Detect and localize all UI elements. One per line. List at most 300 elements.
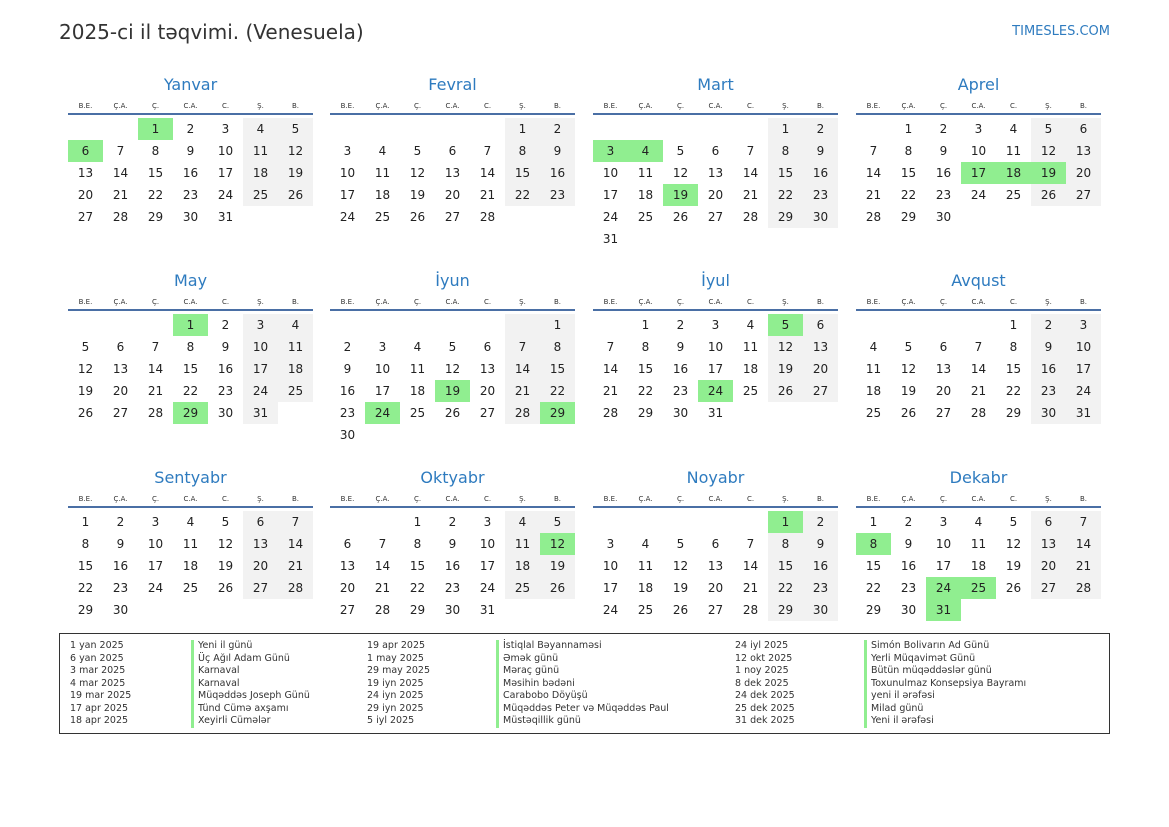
- day-cell: 7: [974, 340, 983, 354]
- empty-cell: [540, 599, 575, 621]
- day-cell: 29: [77, 603, 94, 617]
- month-10: [330, 468, 575, 621]
- holiday-name: Bütün müqəddəslər günü: [871, 665, 992, 676]
- month-name: Mart: [697, 75, 734, 94]
- day-cell: 6: [483, 340, 492, 354]
- weekday-label: B.E.: [603, 298, 618, 306]
- weekday-label: Ş.: [519, 495, 526, 503]
- day-cell: 13: [1066, 140, 1101, 162]
- holiday-name: Üç Ağıl Adam Günü: [198, 652, 290, 664]
- empty-cell: [663, 228, 698, 250]
- day-cell: 12: [540, 533, 575, 555]
- empty-cell: [470, 424, 505, 446]
- day-cell: 7: [151, 340, 160, 354]
- day-cell: 23: [803, 577, 838, 599]
- day-cell: 4: [628, 140, 663, 162]
- day-cell: 18: [243, 162, 278, 184]
- empty-cell: [505, 314, 540, 336]
- weekday-label: Ç.A.: [901, 298, 916, 306]
- month-name: Dekabr: [949, 468, 1008, 487]
- weekday-label: Ç.A.: [638, 102, 653, 110]
- day-cell: 11: [278, 336, 313, 358]
- day-cell: 2: [116, 515, 125, 529]
- day-cell: 9: [116, 537, 125, 551]
- empty-cell: [470, 314, 505, 336]
- weekday-header: [593, 492, 838, 508]
- day-cell: 1: [768, 118, 803, 140]
- empty-cell: [733, 118, 768, 140]
- day-cell: 29: [147, 210, 164, 224]
- day-cell: 9: [540, 140, 575, 162]
- day-cell: 17: [1066, 358, 1101, 380]
- day-cell: 26: [672, 603, 689, 617]
- day-cell: 10: [374, 362, 391, 376]
- day-cell: 10: [602, 559, 619, 573]
- holiday-names-column: [496, 640, 669, 728]
- day-cell: 2: [676, 318, 685, 332]
- weekday-label: B.E.: [603, 102, 618, 110]
- day-cell: 30: [803, 206, 838, 228]
- day-cell: 21: [479, 188, 496, 202]
- weekday-label: B.: [1079, 102, 1088, 110]
- day-cell: 3: [243, 314, 278, 336]
- day-grid: [330, 511, 575, 621]
- day-cell: 12: [672, 559, 689, 573]
- day-cell: 4: [505, 511, 540, 533]
- weekday-label: B.E.: [603, 495, 618, 503]
- day-cell: 2: [803, 511, 838, 533]
- empty-cell: [278, 402, 313, 424]
- day-cell: 4: [186, 515, 195, 529]
- day-cell: 22: [147, 188, 164, 202]
- weekday-label: B.E.: [340, 298, 355, 306]
- day-cell: 3: [378, 340, 387, 354]
- day-cell: 7: [378, 537, 387, 551]
- holiday-name: Tünd Cümə axşamı: [198, 702, 289, 714]
- day-cell: 5: [278, 118, 313, 140]
- day-cell: 13: [803, 336, 838, 358]
- weekday-label: C.A.: [708, 102, 723, 110]
- day-cell: 5: [904, 340, 913, 354]
- day-cell: 17: [961, 162, 996, 184]
- day-cell: 4: [974, 515, 983, 529]
- weekday-label: Ş.: [782, 298, 789, 306]
- empty-cell: [1031, 206, 1066, 228]
- day-cell: 30: [935, 210, 952, 224]
- day-cell: 22: [865, 581, 882, 595]
- day-cell: 7: [505, 336, 540, 358]
- month-8: [856, 271, 1101, 424]
- day-cell: 14: [479, 166, 496, 180]
- day-cell: 5: [676, 537, 685, 551]
- day-cell: 13: [444, 166, 461, 180]
- holiday-name: Müqəddəs Peter və Müqəddəs Paul: [503, 702, 669, 714]
- day-cell: 8: [540, 336, 575, 358]
- empty-cell: [891, 314, 926, 336]
- holiday-date: 8 dek 2025: [735, 677, 789, 689]
- day-cell: 27: [707, 210, 724, 224]
- day-cell: 23: [540, 184, 575, 206]
- day-cell: 26: [444, 406, 461, 420]
- empty-cell: [173, 599, 208, 621]
- month-name: Yanvar: [163, 75, 218, 94]
- day-cell: 16: [672, 362, 689, 376]
- day-cell: 2: [803, 118, 838, 140]
- month-name: İyul: [701, 271, 730, 290]
- day-cell: 6: [1066, 118, 1101, 140]
- empty-cell: [593, 118, 628, 140]
- day-cell: 24: [365, 402, 400, 424]
- weekday-header: [330, 492, 575, 508]
- day-cell: 31: [243, 402, 278, 424]
- day-cell: 14: [742, 166, 759, 180]
- day-cell: 22: [900, 188, 917, 202]
- day-cell: 23: [935, 188, 952, 202]
- day-cell: 21: [742, 188, 759, 202]
- day-cell: 5: [448, 340, 457, 354]
- day-cell: 13: [112, 362, 129, 376]
- day-cell: 26: [217, 581, 234, 595]
- day-cell: 6: [343, 537, 352, 551]
- day-cell: 20: [243, 555, 278, 577]
- month-name: Sentyabr: [154, 468, 227, 487]
- day-cell: 25: [182, 581, 199, 595]
- day-cell: 19: [77, 384, 94, 398]
- month-6: [330, 271, 575, 446]
- empty-cell: [1031, 599, 1066, 621]
- day-cell: 18: [409, 384, 426, 398]
- day-cell: 16: [1031, 358, 1066, 380]
- empty-cell: [138, 599, 173, 621]
- day-cell: 11: [243, 140, 278, 162]
- month-name: Noyabr: [686, 468, 745, 487]
- day-cell: 8: [413, 537, 422, 551]
- day-cell: 30: [1031, 402, 1066, 424]
- month-1: [68, 75, 313, 228]
- day-cell: 13: [479, 362, 496, 376]
- day-cell: 3: [606, 537, 615, 551]
- weekday-header: [68, 492, 313, 508]
- holiday-name: Yeni il ərəfəsi: [871, 715, 934, 726]
- weekday-label: Ş.: [257, 102, 264, 110]
- day-cell: 9: [803, 533, 838, 555]
- day-cell: 20: [707, 188, 724, 202]
- day-cell: 26: [1031, 184, 1066, 206]
- day-cell: 17: [935, 559, 952, 573]
- day-cell: 25: [278, 380, 313, 402]
- weekday-header: [68, 295, 313, 311]
- day-cell: 25: [1005, 188, 1022, 202]
- day-cell: 19: [1005, 559, 1022, 573]
- empty-cell: [698, 118, 733, 140]
- day-cell: 24: [698, 380, 733, 402]
- empty-cell: [628, 511, 663, 533]
- day-cell: 10: [217, 144, 234, 158]
- day-cell: 11: [637, 559, 654, 573]
- empty-cell: [540, 206, 575, 228]
- day-cell: 28: [865, 210, 882, 224]
- day-cell: 21: [865, 188, 882, 202]
- day-cell: 1: [173, 314, 208, 336]
- day-cell: 19: [409, 188, 426, 202]
- day-cell: 9: [448, 537, 457, 551]
- day-cell: 29: [865, 603, 882, 617]
- day-cell: 12: [217, 537, 234, 551]
- weekday-label: B.: [816, 495, 825, 503]
- day-cell: 24: [1066, 380, 1101, 402]
- holiday-date: 1 yan 2025: [70, 640, 124, 651]
- month-7: [593, 271, 838, 424]
- day-cell: 10: [970, 144, 987, 158]
- day-cell: 20: [1066, 162, 1101, 184]
- day-cell: 30: [217, 406, 234, 420]
- day-cell: 24: [602, 603, 619, 617]
- weekday-label: Ç.: [413, 495, 422, 503]
- day-cell: 22: [768, 184, 803, 206]
- empty-cell: [856, 314, 891, 336]
- day-cell: 29: [409, 603, 426, 617]
- day-cell: 18: [970, 559, 987, 573]
- holiday-date: 1 may 2025: [367, 652, 424, 664]
- day-cell: 6: [448, 144, 457, 158]
- day-cell: 15: [637, 362, 654, 376]
- day-cell: 29: [173, 402, 208, 424]
- month-name: Oktyabr: [420, 468, 485, 487]
- day-cell: 8: [505, 140, 540, 162]
- empty-cell: [365, 424, 400, 446]
- day-cell: 19: [278, 162, 313, 184]
- day-cell: 20: [803, 358, 838, 380]
- day-cell: 24: [217, 188, 234, 202]
- weekday-label: Ç.: [413, 102, 422, 110]
- day-cell: 21: [1066, 555, 1101, 577]
- empty-cell: [278, 206, 313, 228]
- day-grid: [856, 511, 1101, 621]
- day-cell: 25: [961, 577, 996, 599]
- day-cell: 4: [1009, 122, 1018, 136]
- day-cell: 18: [637, 188, 654, 202]
- weekday-label: C.: [221, 495, 230, 503]
- day-cell: 19: [435, 380, 470, 402]
- weekday-label: B.: [291, 495, 300, 503]
- day-cell: 16: [112, 559, 129, 573]
- day-cell: 8: [768, 140, 803, 162]
- month-4: [856, 75, 1101, 228]
- empty-cell: [733, 511, 768, 533]
- holiday-name: Yeni il günü: [198, 640, 253, 651]
- empty-cell: [1066, 206, 1101, 228]
- month-name: Fevral: [428, 75, 477, 94]
- empty-cell: [505, 206, 540, 228]
- weekday-label: B.: [553, 102, 562, 110]
- weekday-header: [856, 492, 1101, 508]
- day-cell: 2: [221, 318, 230, 332]
- weekday-header: [593, 99, 838, 115]
- day-cell: 1: [869, 515, 878, 529]
- weekday-label: Ç.: [151, 495, 160, 503]
- weekday-header: [330, 99, 575, 115]
- weekday-label: C.: [221, 102, 230, 110]
- holiday-name: İstiqlal Bəyannaməsi: [503, 640, 602, 651]
- weekday-label: C.A.: [708, 495, 723, 503]
- holiday-name: Müstəqillik günü: [503, 715, 581, 726]
- day-cell: 10: [147, 537, 164, 551]
- day-cell: 17: [243, 358, 278, 380]
- day-cell: 26: [672, 210, 689, 224]
- day-cell: 15: [1005, 362, 1022, 376]
- weekday-label: Ç.: [676, 102, 685, 110]
- holiday-name: Toxunulmaz Konsepsiya Bayramı: [871, 677, 1027, 689]
- day-cell: 15: [540, 358, 575, 380]
- day-cell: 24: [147, 581, 164, 595]
- weekday-label: Ç.A.: [901, 102, 916, 110]
- day-cell: 3: [151, 515, 160, 529]
- day-cell: 9: [939, 144, 948, 158]
- day-cell: 23: [672, 384, 689, 398]
- weekday-label: B.E.: [866, 495, 881, 503]
- day-cell: 28: [970, 406, 987, 420]
- holiday-name: Əmək günü: [503, 652, 559, 664]
- day-cell: 23: [339, 406, 356, 420]
- empty-cell: [733, 228, 768, 250]
- holiday-name: Karnaval: [198, 677, 240, 689]
- day-cell: 27: [444, 210, 461, 224]
- day-cell: 3: [1066, 314, 1101, 336]
- day-grid: [856, 314, 1101, 424]
- holiday-date: 24 iyn 2025: [367, 690, 424, 701]
- day-cell: 27: [935, 406, 952, 420]
- day-cell: 3: [974, 122, 983, 136]
- weekday-label: B.E.: [340, 495, 355, 503]
- weekday-label: Ş.: [782, 495, 789, 503]
- weekday-label: B.E.: [78, 102, 93, 110]
- weekday-label: B.: [816, 298, 825, 306]
- day-cell: 27: [112, 406, 129, 420]
- weekday-label: Ç.A.: [113, 495, 128, 503]
- day-cell: 21: [374, 581, 391, 595]
- day-cell: 24: [243, 380, 278, 402]
- day-cell: 28: [479, 210, 496, 224]
- weekday-label: Ç.: [676, 495, 685, 503]
- day-cell: 12: [1005, 537, 1022, 551]
- day-cell: 26: [278, 184, 313, 206]
- day-cell: 23: [444, 581, 461, 595]
- month-name: May: [173, 271, 208, 290]
- empty-cell: [68, 118, 103, 140]
- day-cell: 4: [243, 118, 278, 140]
- day-cell: 11: [182, 537, 199, 551]
- day-cell: 22: [409, 581, 426, 595]
- empty-cell: [628, 228, 663, 250]
- month-12: [856, 468, 1101, 621]
- weekday-label: Ç.: [151, 298, 160, 306]
- day-cell: 26: [540, 577, 575, 599]
- day-cell: 2: [540, 118, 575, 140]
- day-cell: 27: [243, 577, 278, 599]
- day-cell: 26: [409, 210, 426, 224]
- holiday-date: 29 iyn 2025: [367, 702, 424, 714]
- weekday-label: C.A.: [445, 298, 460, 306]
- empty-cell: [961, 314, 996, 336]
- day-cell: 17: [374, 384, 391, 398]
- day-cell: 7: [606, 340, 615, 354]
- day-cell: 5: [413, 144, 422, 158]
- day-cell: 15: [505, 162, 540, 184]
- day-cell: 14: [1066, 533, 1101, 555]
- day-cell: 5: [221, 515, 230, 529]
- day-cell: 4: [413, 340, 422, 354]
- day-grid: [68, 118, 313, 228]
- day-cell: 18: [865, 384, 882, 398]
- weekday-label: C.A.: [971, 102, 986, 110]
- empty-cell: [926, 314, 961, 336]
- empty-cell: [365, 511, 400, 533]
- holiday-date: 17 apr 2025: [70, 702, 129, 714]
- day-cell: 10: [707, 340, 724, 354]
- holiday-name: yeni il ərəfəsi: [871, 690, 935, 701]
- weekday-header: [68, 99, 313, 115]
- day-cell: 8: [186, 340, 195, 354]
- day-cell: 17: [602, 188, 619, 202]
- day-cell: 11: [505, 533, 540, 555]
- day-cell: 23: [112, 581, 129, 595]
- day-cell: 12: [409, 166, 426, 180]
- weekday-label: C.A.: [183, 102, 198, 110]
- day-cell: 25: [409, 406, 426, 420]
- day-cell: 4: [746, 318, 755, 332]
- day-cell: 9: [186, 144, 195, 158]
- empty-cell: [278, 599, 313, 621]
- day-cell: 14: [112, 166, 129, 180]
- weekday-header: [593, 295, 838, 311]
- empty-cell: [435, 424, 470, 446]
- day-cell: 27: [707, 603, 724, 617]
- day-cell: 14: [505, 358, 540, 380]
- empty-cell: [365, 314, 400, 336]
- holiday-names-column: [864, 640, 1026, 728]
- holiday-list: [59, 633, 1110, 734]
- day-cell: 28: [147, 406, 164, 420]
- day-cell: 1: [904, 122, 913, 136]
- day-cell: 30: [339, 428, 356, 442]
- day-cell: 16: [182, 166, 199, 180]
- site-link[interactable]: TIMESLES.COM: [1012, 24, 1110, 39]
- day-cell: 15: [865, 559, 882, 573]
- day-cell: 12: [1031, 140, 1066, 162]
- empty-cell: [435, 118, 470, 140]
- month-5: [68, 271, 313, 424]
- day-grid: [856, 118, 1101, 228]
- day-cell: 31: [602, 232, 619, 246]
- day-cell: 27: [803, 380, 838, 402]
- day-cell: 18: [278, 358, 313, 380]
- day-cell: 28: [742, 603, 759, 617]
- holiday-name: Yerli Müqavimət Günü: [871, 652, 976, 664]
- weekday-label: C.A.: [708, 298, 723, 306]
- day-cell: 24: [926, 577, 961, 599]
- day-cell: 27: [1031, 577, 1066, 599]
- empty-cell: [365, 118, 400, 140]
- day-cell: 5: [676, 144, 685, 158]
- day-cell: 8: [1009, 340, 1018, 354]
- empty-cell: [470, 118, 505, 140]
- day-cell: 15: [147, 166, 164, 180]
- day-cell: 20: [339, 581, 356, 595]
- day-cell: 14: [147, 362, 164, 376]
- day-cell: 15: [182, 362, 199, 376]
- day-cell: 26: [900, 406, 917, 420]
- empty-cell: [663, 511, 698, 533]
